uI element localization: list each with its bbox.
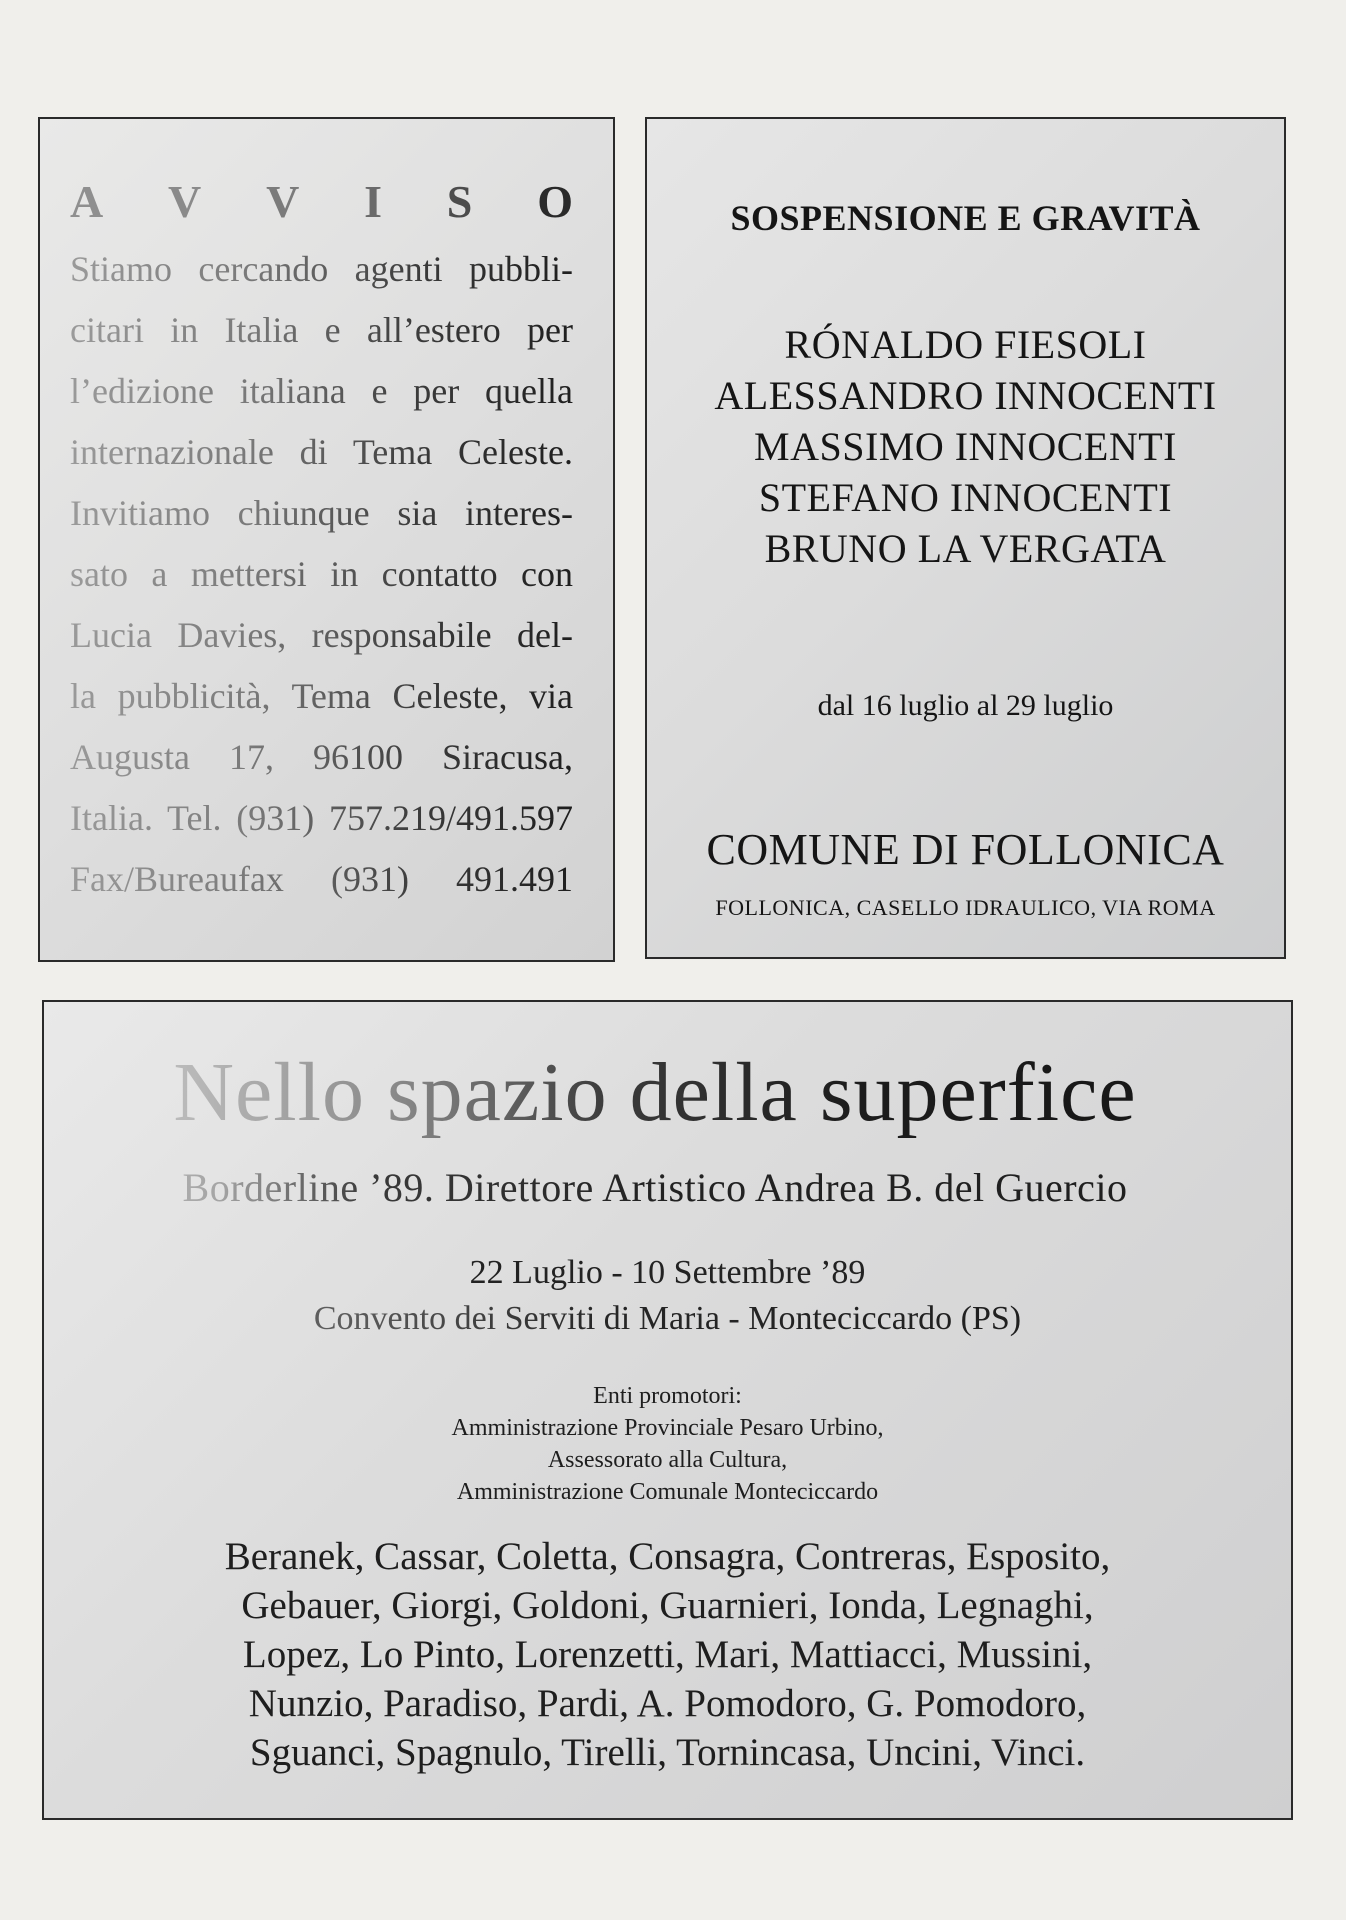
- avviso-title-letter: V: [168, 176, 202, 227]
- exhibition-title: SOSPENSIONE E GRAVITÀ: [730, 198, 1201, 238]
- avviso-body-line: Italia. Tel. (931) 757.219/491.597: [70, 788, 573, 849]
- artist-name: BRUNO LA VERGATA: [764, 526, 1167, 571]
- avviso-title-letter: V: [266, 176, 300, 227]
- avviso-title-letter: O: [537, 176, 573, 227]
- artist-name: ALESSANDRO INNOCENTI: [714, 373, 1217, 418]
- avviso-body: [70, 239, 573, 910]
- exhibition-venue: Convento dei Serviti di Maria - Monteciccardo (PS): [44, 1300, 1291, 1338]
- promoters-heading: Enti promotori:: [593, 1383, 742, 1409]
- artist-list: [44, 1532, 1291, 1777]
- artist-name: STEFANO INNOCENTI: [758, 475, 1173, 520]
- exhibition-dates: 22 Luglio - 10 Settembre ’89: [469, 1254, 866, 1291]
- promoters-list: [44, 1380, 1291, 1508]
- avviso-body-line: Stiamo cercando agenti pubbli-: [70, 239, 573, 300]
- exhibition-subtitle: Borderline ’89. Direttore Artistico Andrea B. del Guercio: [44, 1164, 1291, 1211]
- venue-address: FOLLONICA, CASELLO IDRAULICO, VIA ROMA: [715, 895, 1216, 920]
- avviso-body-line: internazionale di Tema Celeste.: [70, 422, 573, 483]
- artist-names-line: Sguanci, Spagnulo, Tirelli, Tornincasa, Uncini, Vinci.: [249, 1731, 1086, 1774]
- exhibition-title: Nello spazio della superfice: [44, 1044, 1291, 1141]
- promoter-item: Amministrazione Comunale Monteciccardo: [456, 1479, 879, 1505]
- avviso-notice: [38, 117, 615, 962]
- artist-names-line: Lopez, Lo Pinto, Lorenzetti, Mari, Mattiacci, Mussini,: [242, 1633, 1093, 1676]
- avviso-title: [70, 176, 573, 227]
- promoter-item: Assessorato alla Cultura,: [547, 1447, 788, 1473]
- avviso-body-line: sato a mettersi in contatto con: [70, 544, 573, 605]
- avviso-body-line: citari in Italia e all’estero per: [70, 300, 573, 361]
- artist-names-line: Beranek, Cassar, Coletta, Consagra, Contreras, Esposito,: [224, 1535, 1111, 1578]
- organizer-name: COMUNE DI FOLLONICA: [706, 825, 1225, 874]
- avviso-title-letter: S: [446, 176, 473, 227]
- exhibition-dates: dal 16 luglio al 29 luglio: [817, 689, 1114, 722]
- avviso-body-line: Augusta 17, 96100 Siracusa,: [70, 727, 573, 788]
- artist-names-line: Gebauer, Giorgi, Goldoni, Guarnieri, Ionda, Legnaghi,: [241, 1584, 1094, 1627]
- nello-spazio-exhibition-ad: [42, 1000, 1293, 1820]
- artist-list: [647, 319, 1284, 574]
- artist-name: MASSIMO INNOCENTI: [754, 424, 1177, 469]
- avviso-body-line: la pubblicità, Tema Celeste, via: [70, 666, 573, 727]
- sospensione-exhibition-ad: [645, 117, 1286, 959]
- avviso-body-line: Lucia Davies, responsabile del-: [70, 605, 573, 666]
- avviso-title-letter: I: [364, 176, 382, 227]
- avviso-title-letter: A: [70, 176, 104, 227]
- artist-names-line: Nunzio, Paradiso, Pardi, A. Pomodoro, G. Pomodoro,: [248, 1682, 1087, 1725]
- promoter-item: Amministrazione Provinciale Pesaro Urbino,: [451, 1415, 884, 1441]
- artist-name: RÓNALDO FIESOLI: [784, 322, 1147, 367]
- avviso-body-line: l’edizione italiana e per quella: [70, 361, 573, 422]
- avviso-body-line: Fax/Bureaufax (931) 491.491: [70, 849, 573, 910]
- avviso-body-line: Invitiamo chiunque sia interes-: [70, 483, 573, 544]
